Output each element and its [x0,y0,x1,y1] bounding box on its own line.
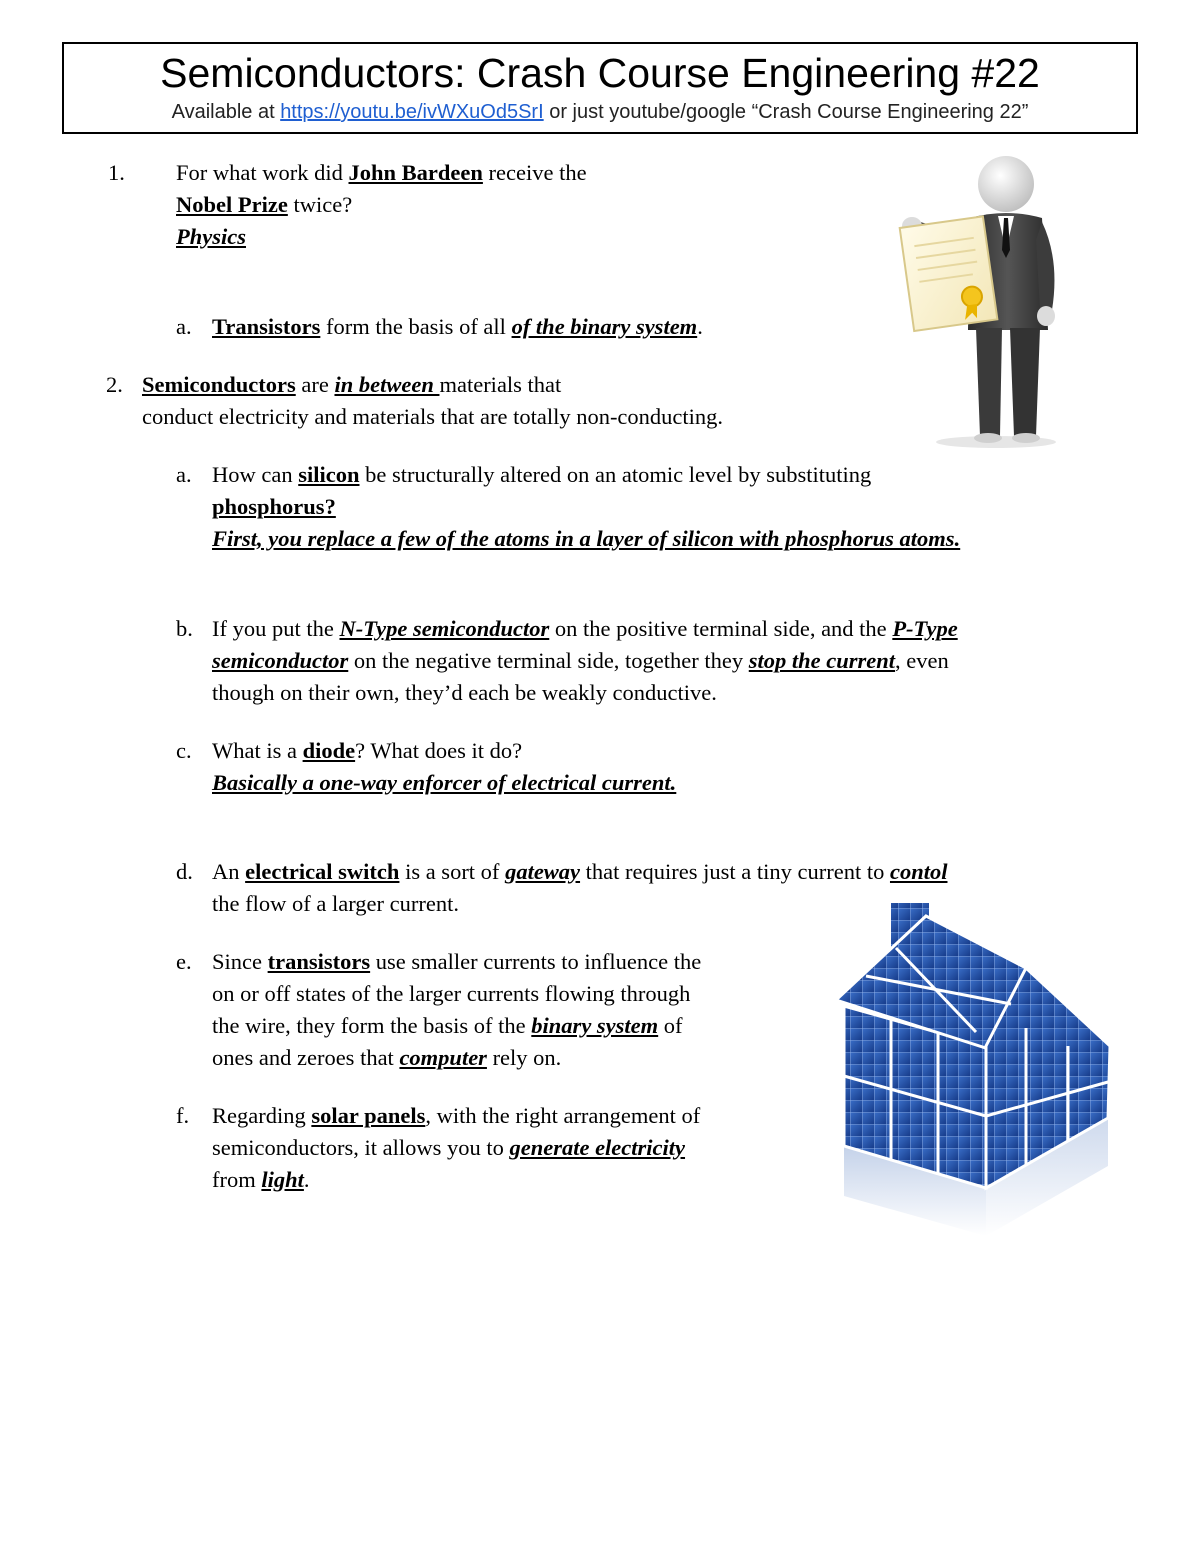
q2f-text: from [212,1167,262,1192]
q2b-marker: b. [176,616,193,641]
q2c-line1 [212,735,522,767]
q2e-marker: e. [176,949,192,974]
q2a-text: How can [212,462,299,487]
q1a-answer: of the binary system [511,314,698,339]
q2e-text: the wire, they form the basis of the [212,1013,532,1038]
q1-keyword-bardeen: John Bardeen [348,160,483,185]
q2e-text: ones and zeroes that [212,1045,400,1070]
q2d-answer-control: contol [889,859,948,884]
q2c-answer: Basically a one-way enforcer of electrical current. [212,770,677,795]
q2e-line3 [212,1010,683,1042]
q2-line2: conduct electricity and materials that are totally non-conducting. [142,404,724,429]
subtitle-suffix: or just youtube/google “Crash Course Engineering 22” [543,101,1029,123]
q2c-marker: c. [176,738,192,763]
q2e-line2: on or off states of the larger currents flowing through [212,981,691,1006]
solar-house-illustration [826,896,1126,1256]
q2b-line2 [212,645,949,677]
q2b-answer-ntype: N-Type semiconductor [339,616,550,641]
q2b-text: , even [895,648,949,673]
q2e-text: use smaller currents to influence the [370,949,702,974]
q2a-keyword-silicon: silicon [298,462,360,487]
q2c-text: ? What does it do? [355,738,523,763]
q1a-marker: a. [176,314,192,339]
q2e-line1 [212,946,701,978]
q2a-line2: phosphorus? [212,494,336,519]
subtitle-prefix: Available at [171,101,281,123]
q2e-keyword-transistors: transistors [267,949,371,974]
q2d-line1 [212,856,947,888]
q2f-answer-generate: generate electricity [509,1135,686,1160]
q2e-text: of [658,1013,683,1038]
q2-text: are [295,372,335,397]
subtitle [64,99,1136,125]
q2e-text: Since [212,949,268,974]
q1-number: 1. [108,160,125,185]
q2d-line2: the flow of a larger current. [212,891,459,916]
q2f-keyword-solar: solar panels [311,1103,426,1128]
q2f-line1 [212,1100,700,1132]
q2a-text: be structurally altered on an atomic level by substituting [359,462,872,487]
q2d-marker: d. [176,859,193,884]
q1-answer: Physics [176,224,246,249]
q2a-answer: First, you replace a few of the atoms in a layer of silicon with phosphorus atoms. [212,526,961,551]
q2d-text: is a sort of [399,859,506,884]
certificate-figure-illustration [876,150,1086,450]
q2f-text: semiconductors, it allows you to [212,1135,510,1160]
q2-keyword: Semiconductors [142,372,296,397]
q2-answer: in between [334,372,440,397]
q2-number: 2. [106,372,123,397]
q2f-text: Regarding [212,1103,312,1128]
video-link[interactable]: https://youtu.be/ivWXuOd5SrI [280,101,544,123]
q2-line1 [142,369,561,401]
q1a-keyword: Transistors [212,314,321,339]
q2e-answer-binary: binary system [531,1013,659,1038]
q2e-line4 [212,1042,561,1074]
title-box [62,42,1138,134]
q2f-text: . [303,1167,310,1192]
q2b-answer-semiconductor: semiconductor [212,648,349,673]
q2b-answer-ptype: P-Type [892,616,958,641]
q1-text: twice? [287,192,353,217]
q2a-line1 [212,459,871,491]
q2e-text: rely on. [486,1045,562,1070]
q2f-answer-light: light [261,1167,304,1192]
q1a-end: . [697,314,703,339]
q1-text: For what work did [176,160,349,185]
q2f-text: , with the right arrangement of [425,1103,701,1128]
q1-line2 [176,189,352,221]
q2f-line3 [212,1164,310,1196]
q2d-text: that requires just a tiny current to [580,859,890,884]
q1-line1 [176,157,587,189]
q2f-line2 [212,1132,685,1164]
q1-keyword-nobel: Nobel Prize [176,192,288,217]
q2b-text: on the positive terminal side, and the [549,616,893,641]
q2b-line1 [212,613,958,645]
page-title: Semiconductors: Crash Course Engineering #22 [160,50,1040,96]
q1a-line [212,311,703,343]
q2c-text: What is a [212,738,303,763]
q2b-text: on the negative terminal side, together they [348,648,749,673]
q1-text: receive the [482,160,587,185]
q2c-keyword-diode: diode [302,738,356,763]
q2d-answer-gateway: gateway [505,859,581,884]
q2a-marker: a. [176,462,192,487]
q2b-answer-stop: stop the current [748,648,896,673]
q1a-text: form the basis of all [320,314,512,339]
q2b-text: If you put the [212,616,340,641]
q2d-keyword-switch: electrical switch [245,859,400,884]
q2e-answer-computer: computer [399,1045,487,1070]
q2f-marker: f. [176,1103,190,1128]
q2-text: materials that [439,372,562,397]
q2d-text: An [212,859,246,884]
q2b-line3: though on their own, they’d each be weakly conductive. [212,680,717,705]
